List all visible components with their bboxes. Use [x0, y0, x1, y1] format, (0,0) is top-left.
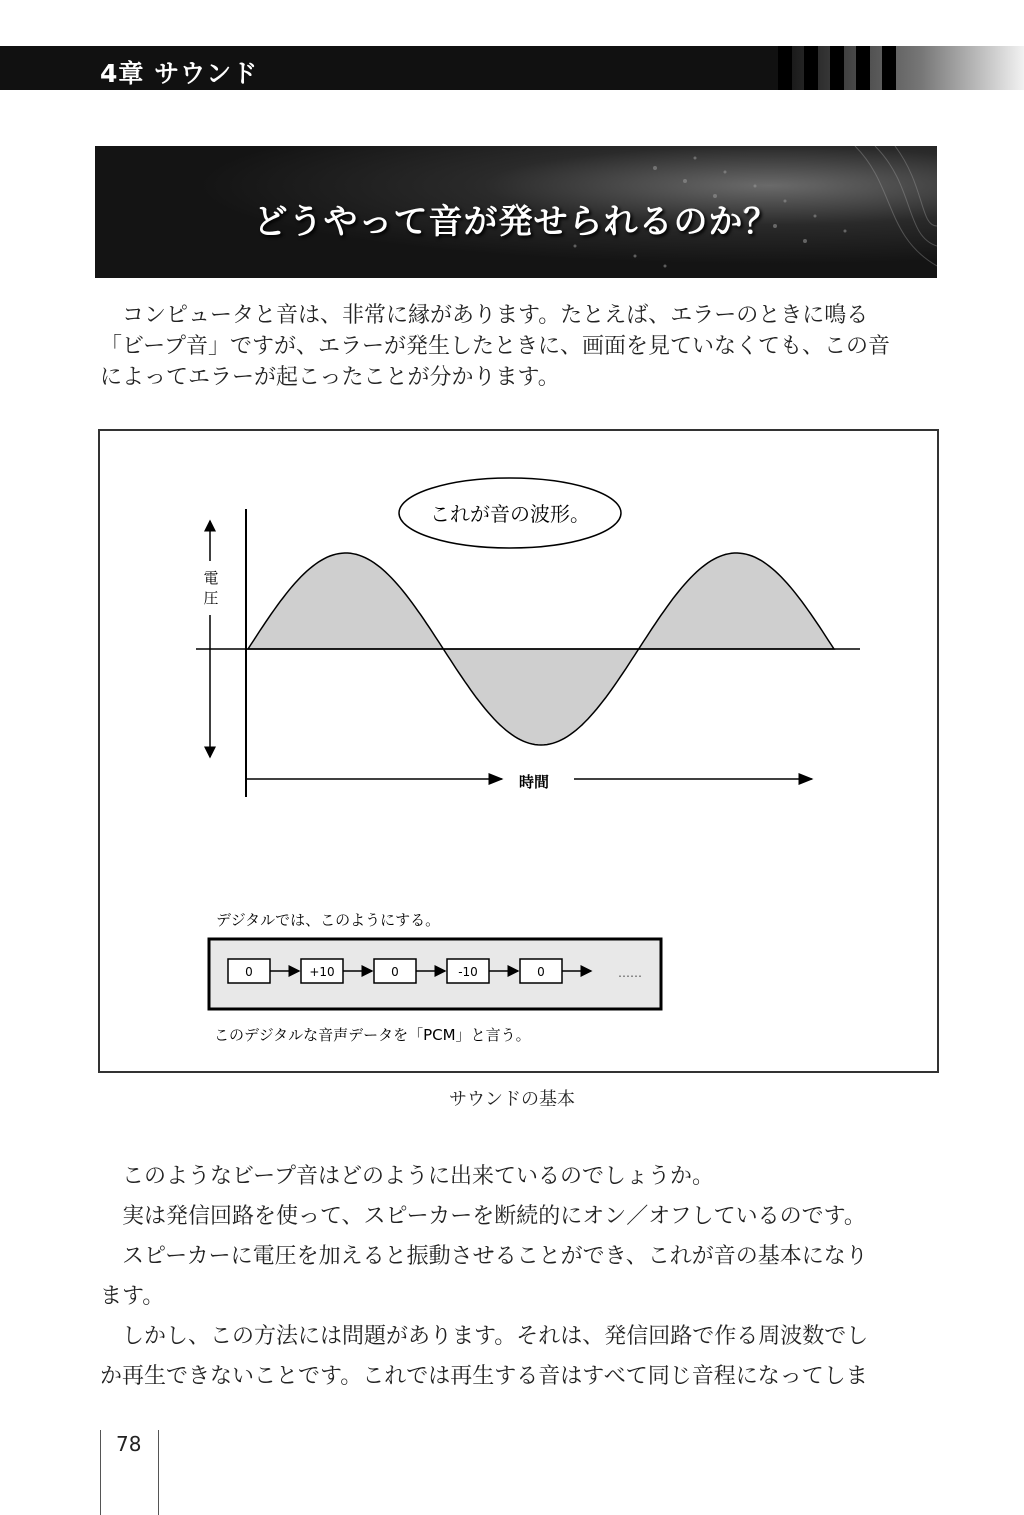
sample-value: 0	[537, 965, 545, 979]
pcm-note: このデジタルな音声データを「PCM」と言う。	[214, 1026, 531, 1044]
intro-paragraph	[100, 300, 940, 393]
page-number-rule-right	[158, 1430, 159, 1515]
text-line: 実は発信回路を使って、スピーカーを断続的にオン／オフしているのです。	[100, 1204, 866, 1229]
digital-heading: デジタルでは、このようにする。	[216, 911, 441, 929]
bubble-text: これが音の波形。	[430, 502, 590, 526]
chapter-header-bar	[0, 46, 1024, 90]
text-line: か再生できないことです。これでは再生する音はすべて同じ音程になってしま	[100, 1364, 868, 1389]
page-number: 78	[116, 1432, 142, 1456]
page-number-rule-left	[100, 1430, 101, 1515]
text-line: 「ビープ音」ですが、エラーが発生したときに、画面を見ていなくても、この音	[100, 334, 891, 359]
chapter-stripes-decoration	[778, 46, 896, 90]
y-label-char-1: 電	[203, 569, 219, 587]
waveform-figure	[98, 429, 939, 1073]
text-line: スピーカーに電圧を加えると振動させることができ、これが音の基本になり	[100, 1244, 868, 1269]
sample-value: -10	[458, 965, 478, 979]
sample-ellipsis: ……	[618, 966, 642, 980]
x-label: 時間	[518, 773, 550, 791]
sample-value: 0	[245, 965, 253, 979]
text-line: ます。	[100, 1284, 165, 1309]
chapter-title: 4章 サウンド	[100, 59, 259, 88]
body-text	[100, 1157, 940, 1397]
sample-value: 0	[391, 965, 399, 979]
pcm-sample-strip	[209, 939, 661, 1009]
sample-value: +10	[309, 965, 335, 979]
waveform-diagram	[100, 431, 941, 1075]
text-line: コンピュータと音は、非常に縁があります。たとえば、エラーのときに鳴る	[100, 303, 869, 328]
text-line: によってエラーが起こったことが分かります。	[100, 365, 560, 390]
y-label-char-2: 圧	[203, 589, 219, 607]
section-banner	[95, 146, 937, 278]
text-line: しかし、この方法には問題があります。それは、発信回路で作る周波数でし	[100, 1324, 869, 1349]
section-title: どうやって音が発せられるのか？	[253, 202, 779, 242]
figure-caption: サウンドの基本	[449, 1089, 575, 1110]
text-line: このようなビープ音はどのように出来ているのでしょうか。	[100, 1164, 715, 1189]
